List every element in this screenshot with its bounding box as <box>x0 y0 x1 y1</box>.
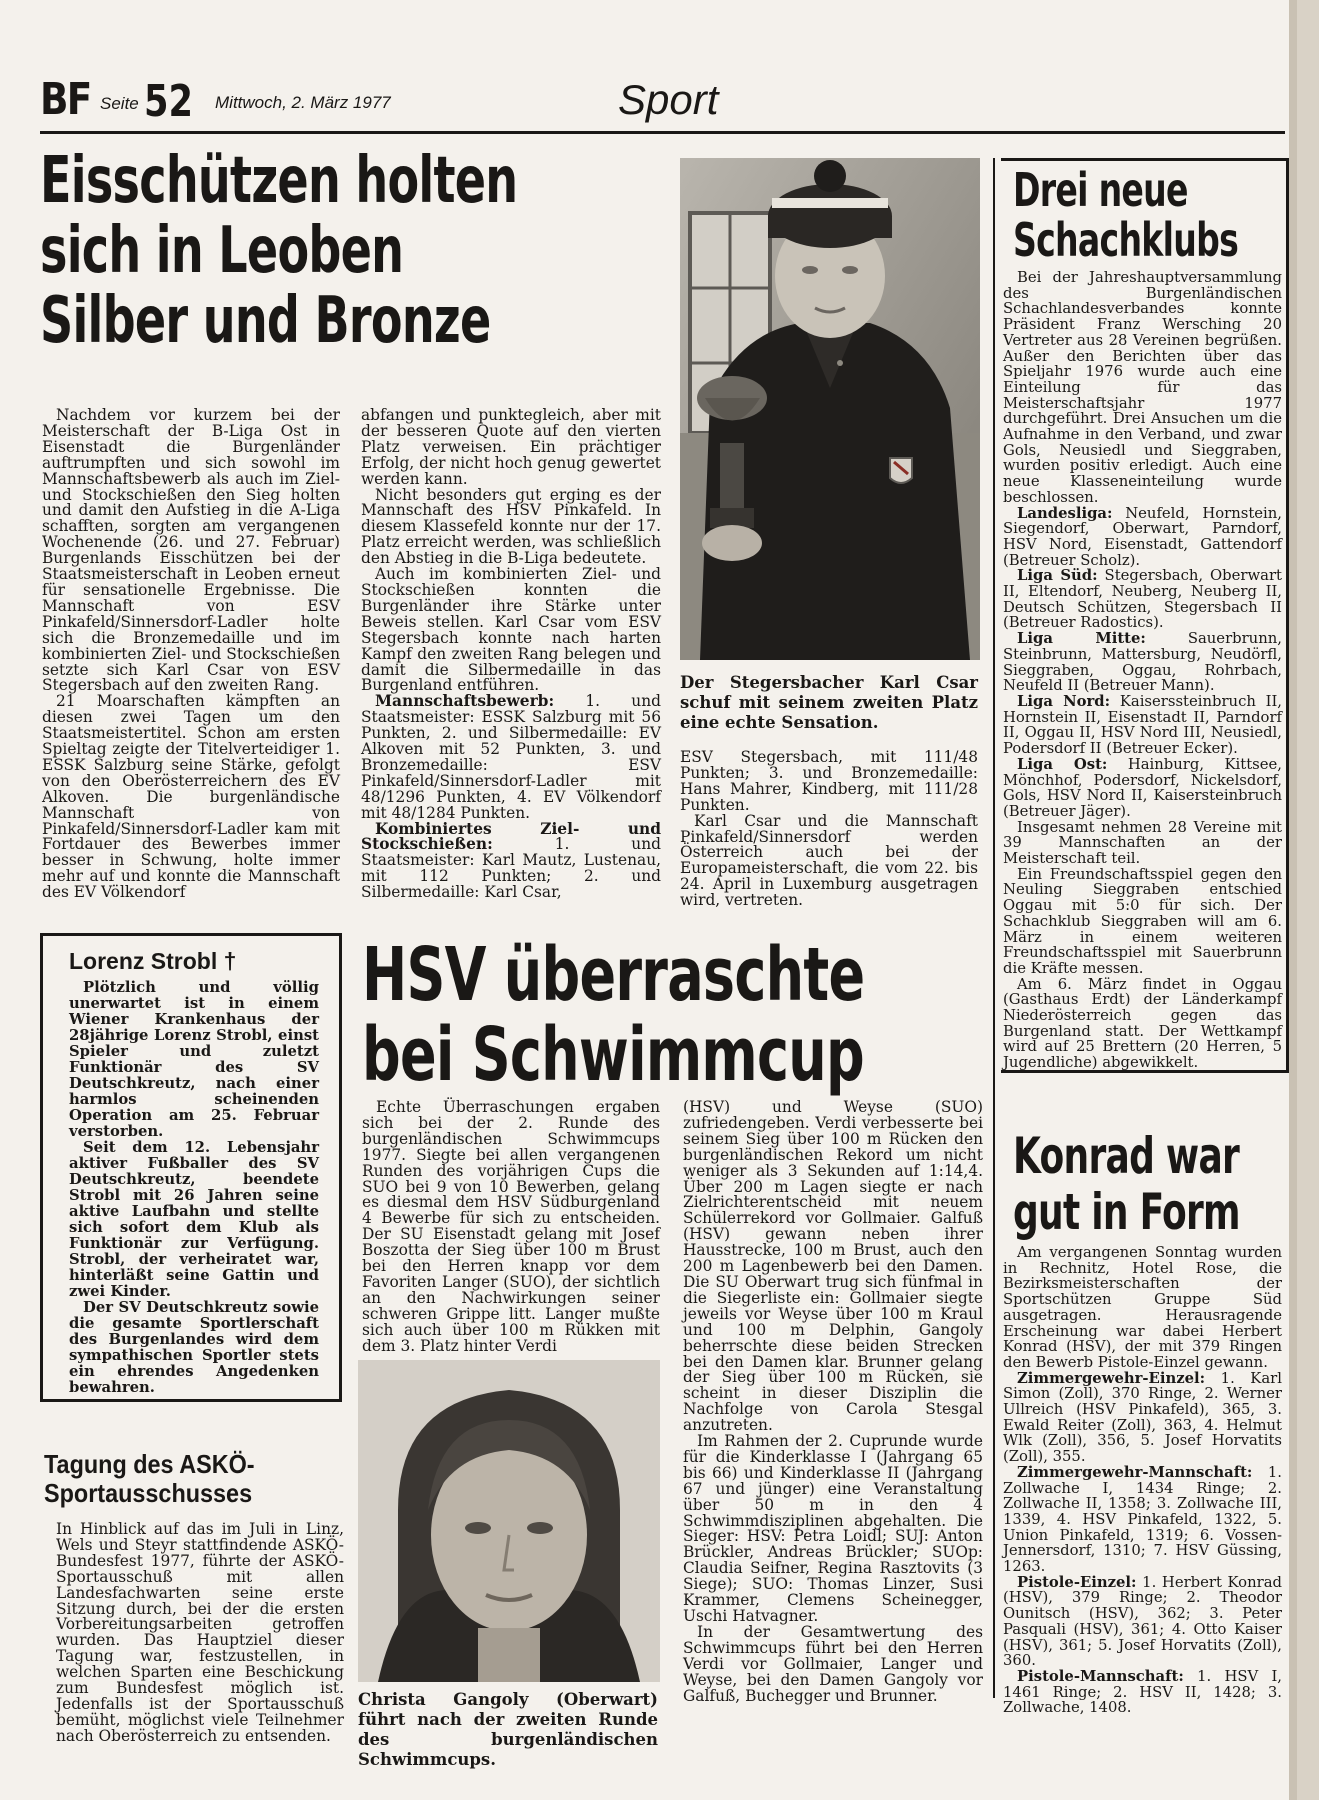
eis-headline: Eisschützen holten sich in Leoben Silber und Bronze <box>40 144 518 358</box>
christa-gangoly-caption: Christa Gangoly (Oberwart) führt nach der zweiten Runde des burgenländischen Schwimmcups. <box>358 1690 658 1769</box>
page-label: Seite <box>100 94 139 113</box>
header-rule <box>40 131 1285 134</box>
eis-column-3: ESV Stegersbach, mit 111/48 Punkten; 3. und Bronzemedaille: Hans Mahrer, Kindberg, mit 111/28 Punkten. Karl Csar und die Mannschaft Pinkafeld/Sinnersdorf werden Österreich auch bei der Europameisterschaft, die vom 22. bis 24. April in Luxemburg ausgetragen wird, vertreten. <box>680 748 978 910</box>
schach-text: Bei der Jahreshauptversammlung des Burgenländischen Schachlandesverbandes konnte Präsident Franz Wersching 20 Vertreter aus 28 Vereinen begrüßen. Außer den Berichten über das Spieljahr 1976 wurde auch eine Einteilung für das Meisterschaftsjahr 1977 durchgeführt. Drei Ansuchen um die Aufnahme in den Verband, und zwar Gols, Neusiedl und Sieggraben, wurden positiv erledigt. Auch eine neue Klasseneinteilung wurde beschlossen. Landesliga: Neufeld, Hornstein, Siegendorf, Oberwart, Parndorf, HSV Nord, Eisenstadt, Gattendorf (Betreuer Scholz). Liga Süd: Stegersbach, Oberwart II, Eltendorf, Neuberg, Neuberg II, Deutsch Schützen, Stegersbach II (Betreuer Radostics). Liga Mitte: Sauerbrunn, Steinbrunn, Mattersburg, Neudörfl, Sieggraben, Oggau, Rohrbach, Neufeld II (Betreuer Mann). Liga Nord: Kaiserssteinbruch II, Hornstein II, Eisenstadt II, Parndorf II, Oggau II, HSV Nord III, Neusiedl, Podersdorf II (Betreuer Ecker). Liga Ost: Hainburg, Kittsee, Mönchhof, Podersdorf, Nickelsdorf, Gols, HSV Nord II, Kaisersteinbruch (Betreuer Jäger). Insgesamt nehmen 28 Vereine mit 39 Mannschaften an der Meisterschaft teil. Ein Freundschaftsspiel gegen den Neuling Sieggraben entschied Oggau mit 5:0 für sich. Der Schachklub Sieggraben will am 6. März in einem weiteren Freundschaftsspiel mit Sauerbrunn die Kräfte messen. Am 6. März findet in Oggau (Gasthaus Erdt) der Länderkampf Niederösterreich gegen das Burgenland statt. Der Wettkampf wird auf 25 Brettern (20 Herren, 5 Jugendliche) abgewikkelt. <box>1003 269 1282 1072</box>
strobl-title: Lorenz Strobl † <box>69 948 237 974</box>
eis-column-2: abfangen und punktegleich, aber mit der besseren Quote auf den vierten Platz verweisen. Ein prächtiger Erfolg, der nicht hoch genug gewertet werden kann. Nicht besonders gut erging es der Mannschaft des HSV Pinkafeld. In diesem Klassefeld konnte nur der 17. Platz erreicht werden, was schließlich den Abstieg in die B-Liga bedeutete. Auch im kombinierten Ziel- und Stockschießen konnten die Burgenländer ihre Stärke unter Beweis stellen. Karl Csar vom ESV Stegersbach konnte nach harten Kampf den zweiten Rang belegen und damit die Silbermedaille in das Burgenland entführen. Mannschaftsbewerb: 1. und Staatsmeister: ESSK Salzburg mit 56 Punkten, 2. und Silbermedaille: EV Alkoven mit 52 Punkten, 3. und Bronzemedaille: ESV Pinkafeld/Sinnersdorf-Ladler mit 48/1296 Punkten, 4. EV Völkendorf mit 48/1284 Punkten. Kombiniertes Ziel- und Stockschießen: 1. und Staatsmeister: Karl Mautz, Lustenau, mit 112 Punkten; 2. und Silbermedaille: Karl Csar, <box>361 406 661 902</box>
schach-headline: Drei neue Schachklubs <box>1013 163 1239 267</box>
konrad-text: Am vergangenen Sonntag wurden in Rechnitz, Hotel Rose, die Bezirksmeisterschaften der Sportschützen Gruppe Süd ausgetragen. Herausragende Erscheinung war dabei Herbert Konrad (HSV), der mit 379 Ringen den Bewerb Pistole-Einzel gewann. Zimmergewehr-Einzel: 1. Karl Simon (Zoll), 370 Ringe, 2. Werner Ullreich (HSV Pinkafeld), 365, 3. Ewald Reiter (Zoll), 363, 4. Helmut Wlk (Zoll), 356, 5. Josef Horvatits (Zoll), 355. Zimmergewehr-Mannschaft: 1. Zollwache I, 1434 Ringe; 2. Zollwache II, 1358; 3. Zollwache III, 1339, 4. HSV Pinkafeld, 1322, 5. Union Pinkafeld, 1319; 6. Vossen-Jennersdorf, 1310; 7. HSV Güssing, 1263. Pistole-Einzel: 1. Herbert Konrad (HSV), 379 Ringe; 2. Theodor Ounitsch (HSV), 362; 3. Peter Pasquali (HSV), 361; 4. Otto Kaiser (HSV), 361; 5. Josef Horvatits (Zoll), 360. Pistole-Mannschaft: 1. HSV I, 1461 Ringe; 2. HSV II, 1428; 3. Zollwache, 1408. <box>1003 1244 1282 1717</box>
page-edge <box>1297 0 1319 1800</box>
page-number: 52 <box>144 76 193 127</box>
newspaper-logo: BF <box>40 74 91 125</box>
konrad-headline: Konrad war gut in Form <box>1013 1127 1240 1241</box>
issue-date: Mittwoch, 2. März 1977 <box>215 93 391 112</box>
strobl-text: Plötzlich und völlig unerwartet ist in einem Wiener Krankenhaus der 28jährige Lorenz Strobl, einst Spieler und zuletzt Funktionär des SV Deutschkreutz, nach einer harmlos scheinenden Operation am 25. Februar verstorben. Seit dem 12. Lebensjahr aktiver Fußballer des SV Deutschkreutz, beendete Strobl mit 26 Jahren seine aktive Laufbahn und stellte sich sofort dem Klub als Funktionär zur Verfügung. Strobl, der verheiratet war, hinterläßt seine Gattin und zwei Kinder. Der SV Deutschkreutz sowie die gesamte Sportlerschaft des Burgenlandes wird dem sympathischen Sportler stets ein ehrendes Angedenken bewahren. <box>69 979 319 1396</box>
hsv-column-2: (HSV) und Weyse (SUO) zufriedengeben. Verdi verbesserte bei seinem Sieg über 100 m Rücken den burgenländischen Rekord um nicht weniger als 3 Sekunden auf 1:14,4. Über 200 m Lagen siegte er nach Zielrichterentscheid mit neuem Schülerrekord vor Gollmaier. Galfuß (HSV) gewann neben ihrer Hausstrecke, 100 m Brust, auch den 200 m Lagenbewerb bei den Damen. Die SU Oberwart trug sich fünfmal in die Siegerliste ein: Gollmaier siegte jeweils vor Weyse über 100 m Kraul und 100 m Delphin, Gangoly beherrschte diese beiden Strecken bei den Damen klar. Brunner gelang der Sieg über 100 m Rücken, sie scheint in dieser Disziplin die Nachfolge von Carola Stesgal anzutreten. Im Rahmen der 2. Cuprunde wurde für die Kinderklasse I (Jahrgang 65 bis 66) und Kinderklasse II (Jahrgang 67 und jünger) eine Veranstaltung über 50 m in den 4 Schwimmdisziplinen abgehalten. Die Sieger: HSV: Petra Loidl; SUJ: Anton Brückler, Andreas Brückler; SUOp: Claudia Seifner, Regina Rasztovits (3 Siege); SUO: Thomas Linzer, Susi Krammer, Clemens Scheinegger, Uschi Hatvagner. In der Gesamtwertung des Schwimmcups führt bei den Herren Verdi vor Gollmaier, Langer und Weyse, bei den Damen Gangoly vor Galfuß, Buchegger und Brunner. <box>683 1098 983 1705</box>
asko-headline: Tagung des ASKÖ- Sportausschusses <box>44 1449 255 1508</box>
karl-csar-caption: Der Stegersbacher Karl Csar schuf mit seinem zweiten Platz eine echte Sensation. <box>680 673 978 732</box>
hsv-column-1: Echte Überraschungen ergaben sich bei der 2. Runde des burgenländischen Schwimmcups 1977. Siegte bei allen vergangenen Runden des vorjährigen Cups die SUO bei 9 von 10 Bewerben, gelang es diesmal dem HSV Südburgenland 4 Bewerbe für sich zu entscheiden. Der SU Eisenstadt gelang mit Josef Boszotta der Sieg über 100 m Brust bei den Herren knapp vor dem Favoriten Langer (SUO), der sichtlich an den Nachwirkungen seiner schweren Grippe litt. Langer mußte sich auch über 100 m Rükken mit dem 3. Platz hinter Verdi <box>362 1098 660 1355</box>
eis-column-1: Nachdem vor kurzem bei der Meisterschaft der B-Liga Ost in Eisenstadt die Burgenländer auftrumpften und sich sowohl im Mannschaftsbewerb als auch im Ziel- und Stockschießen den Sieg holten und damit den Aufstieg in die A-Liga schafften, sorgten am vergangenen Wochenende (26. und 27. Februar) Burgenlands Eisschützen bei der Staatsmeisterschaft in Leoben erneut für sensationelle Ergebnisse. Die Mannschaft von ESV Pinkafeld/Sinnersdorf-Ladler holte sich die Bronzemedaille und im kombinierten Ziel- und Stockschießen setzte sich Karl Csar von ESV Stegersbach auf den zweiten Rang. 21 Moarschaften kämpften an diesen zwei Tagen um den Staatsmeistertitel. Schon am ersten Spieltag zeigte der Titelverteidiger 1. ESSK Salzburg seine Stärke, gefolgt von den Oberösterreichern des EV Alkoven. Die burgenländische Mannschaft von Pinkafeld/Sinnersdorf-Ladler kam mit Fortdauer des Bewerbes immer besser in Schwung, holte immer mehr auf und konnte die Mannschaft des EV Völkendorf <box>42 406 340 902</box>
christa-gangoly-photo <box>358 1360 660 1682</box>
section-title: Sport <box>618 76 719 123</box>
karl-csar-photo <box>680 158 980 660</box>
right-column-rule <box>993 158 995 1698</box>
page-edge-shadow <box>1289 0 1297 1800</box>
hsv-headline: HSV überraschte bei Schwimmcup <box>362 932 865 1098</box>
strobl-box <box>40 933 342 1402</box>
asko-text: In Hinblick auf das im Juli in Linz, Wels und Steyr stattfindende ASKÖ-Bundesfest 1977, führte der ASKÖ-Sportausschuß mit allen Landesfachwarten seine erste Sitzung durch, bei der die ersten Vorbereitungsarbeiten getroffen wurden. Das Hauptziel dieser Tagung war, festzustellen, in welchen Sparten eine Beschickung zum Bundesfest möglich ist. Jedenfalls ist der Sportausschuß bemüht, möglichst viele Teilnehmer nach Oberösterreich zu entsenden. <box>56 1520 344 1745</box>
page-header <box>40 74 1285 134</box>
